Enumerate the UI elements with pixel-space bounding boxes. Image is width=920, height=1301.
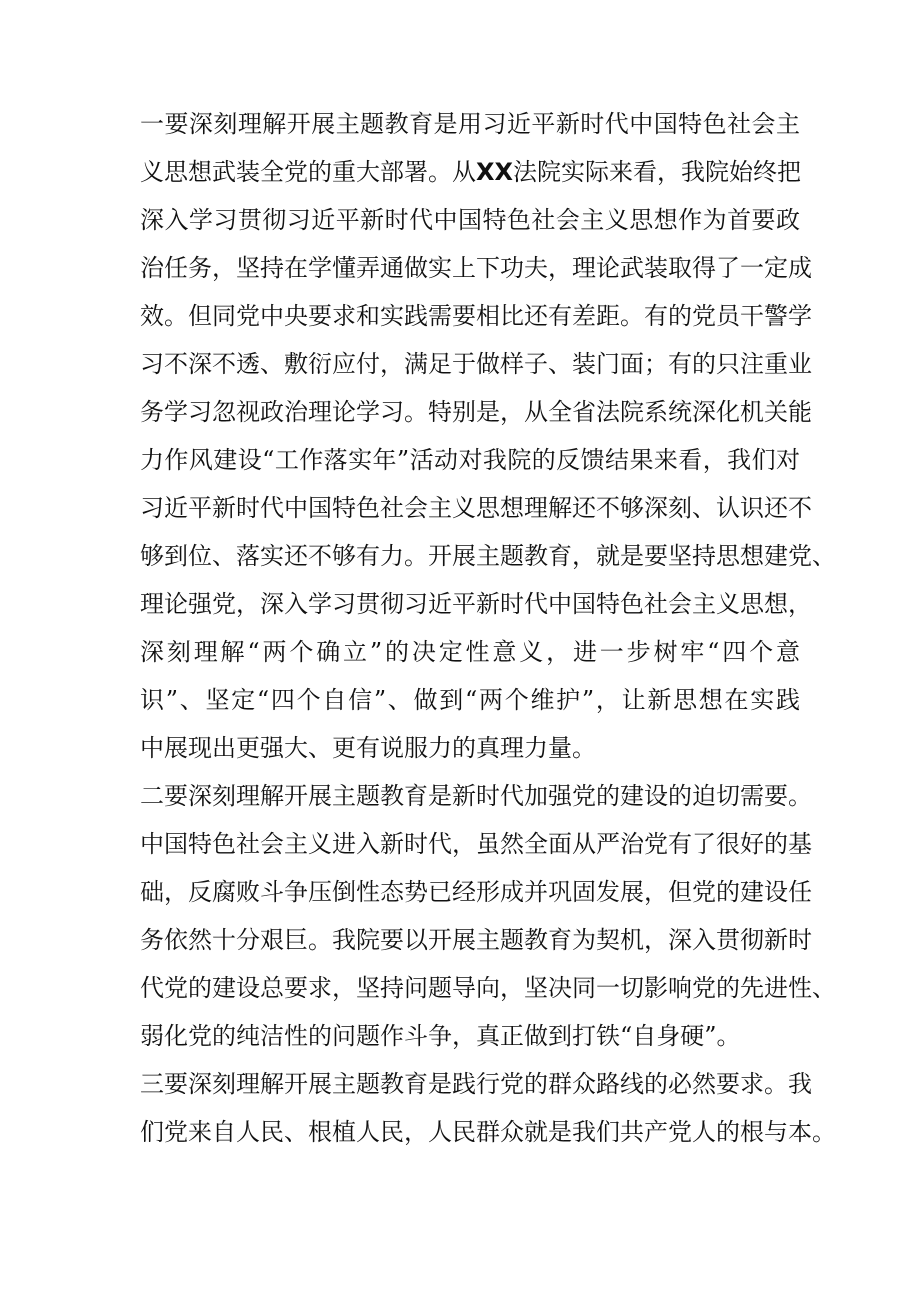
document-body — [140, 100, 836, 1156]
paragraph-1 — [140, 100, 836, 772]
text-line: 效。但同党中央要求和实践需要相比还有差距。有的党员干警学 — [140, 302, 812, 330]
placeholder-xx: XX — [476, 158, 514, 186]
text-line: 中国特色社会主义进入新时代，虽然全面从严治党有了很好的基 — [140, 830, 812, 858]
text-line: 务依然十分艰巨。我院要以开展主题教育为契机，深入贯彻新时 — [140, 926, 812, 954]
text-line: 理论强党，深入学习贯彻习近平新时代中国特色社会主义思想， — [140, 590, 812, 618]
text-line: 义思想武装全党的重大部署。从XX法院实际来看，我院始终把 — [140, 158, 802, 186]
text-line: 习不深不透、敷衍应付，满足于做样子、装门面；有的只注重业 — [140, 350, 812, 378]
text-line: 代党的建设总要求，坚持问题导向，坚决同一切影响党的先进性、 — [140, 974, 836, 1002]
text-line: 们党来自人民、根植人民，人民群众就是我们共产党人的根与本。 — [140, 1118, 836, 1146]
text-line: 二要深刻理解开展主题教育是新时代加强党的建设的迫切需要。 — [140, 782, 812, 810]
paragraph-2 — [140, 772, 836, 1060]
text-line: 治任务，坚持在学懂弄通做实上下功夫，理论武装取得了一定成 — [140, 254, 812, 282]
text-line: 务学习忽视政治理论学习。特别是，从全省法院系统深化机关能 — [140, 398, 812, 426]
text-line: 够到位、落实还不够有力。开展主题教育，就是要坚持思想建党、 — [140, 542, 836, 570]
text-line: 力作风建设“工作落实年”活动对我院的反馈结果来看，我们对 — [140, 446, 800, 474]
text-line: 深入学习贯彻习近平新时代中国特色社会主义思想作为首要政 — [140, 206, 800, 234]
text-line: 一要深刻理解开展主题教育是用习近平新时代中国特色社会主 — [140, 110, 800, 138]
text-line: 三要深刻理解开展主题教育是践行党的群众路线的必然要求。我 — [140, 1070, 812, 1098]
text-line: 础，反腐败斗争压倒性态势已经形成并巩固发展，但党的建设任 — [140, 878, 812, 906]
text-line: 深刻理解“两个确立”的决定性意义，进一步树牢“四个意 — [140, 638, 800, 666]
text-line: 识”、坚定“四个自信”、做到“两个维护”，让新思想在实践 — [140, 686, 800, 714]
text-line: 弱化党的纯洁性的问题作斗争，真正做到打铁“自身硬”。 — [140, 1022, 741, 1050]
text-line: 中展现出更强大、更有说服力的真理力量。 — [140, 734, 596, 762]
paragraph-3 — [140, 1060, 836, 1156]
text-line: 习近平新时代中国特色社会主义思想理解还不够深刻、认识还不 — [140, 494, 812, 522]
